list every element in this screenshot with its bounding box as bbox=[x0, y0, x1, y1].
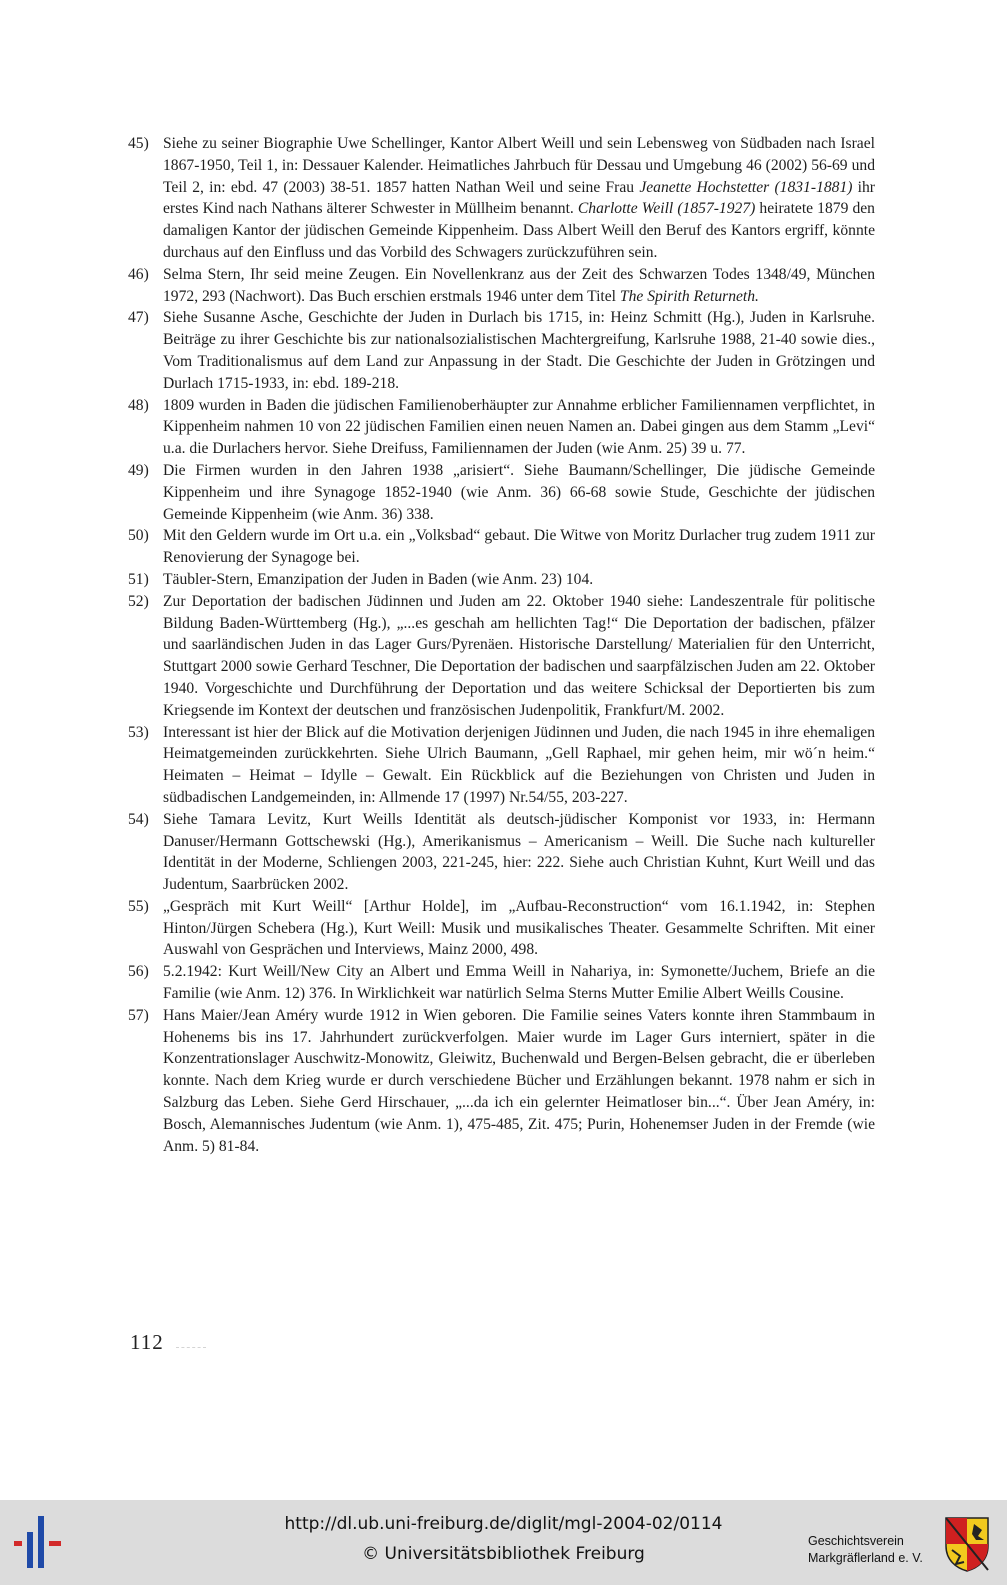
footnote-number: 51) bbox=[128, 570, 149, 588]
footnote-text bbox=[163, 569, 875, 591]
footnote-text bbox=[163, 307, 875, 394]
footnote-item bbox=[128, 961, 875, 1005]
page-number-rule bbox=[176, 1347, 206, 1348]
footnote-text-segment: Die Firmen wurden in den Jahren 1938 „arisiert“. Siehe Baumann/Schellinger, Die jüdische Gemeinde Kippenheim und ihre Synagoge 1852-1940 (wie Anm. 36) 66-68 sowie Stude, Geschichte der jüdischen Gemeinde Kippenheim (wie Anm. 36) 338. bbox=[163, 461, 875, 523]
footnote-text-segment: 1809 wurden in Baden die jüdischen Familienoberhäupter zur Annahme erblicher Familiennamen verpflichtet, in Kippenheim nahmen 10 von 22 jüdischen Familien einen neuen Namen an. Dabei gingen aus dem Stamm „Levi“ u.a. die Durlachers hervor. Siehe Dreifuss, Familiennamen der Juden (wie Anm. 25) 39 u. 77. bbox=[163, 396, 875, 458]
footnote-number: 57) bbox=[128, 1006, 149, 1024]
footnote-text bbox=[163, 809, 875, 896]
footnote-text bbox=[163, 133, 875, 264]
footnote-text-segment: Interessant ist hier der Blick auf die Motivation derjenigen Jüdinnen und Juden, die nach 1945 in ihre ehemaligen Heimatgemeinden zurückkehrten. Siehe Ulrich Baumann, „Gell Raphael, mir gehen heim, mir wö´n heim.“ Heimaten – Heimat – Idylle – Gewalt. Ein Rückblick auf die Beziehungen von Christen und Juden in südbadischen Landgemeinden, in: Allmende 17 (1997) Nr.54/55, 203-227. bbox=[163, 723, 875, 806]
footnote-number: 45) bbox=[128, 135, 149, 152]
footnote-number: 52) bbox=[128, 592, 149, 610]
footnote-number: 47) bbox=[128, 309, 149, 327]
footnote-text bbox=[163, 896, 875, 961]
footnote-italic-text: Charlotte Weill (1857-1927) bbox=[577, 200, 756, 218]
footnote-text-segment: ihr erstes Kind nach Nathans älterer Schwester in Müllheim benannt. bbox=[163, 178, 875, 218]
footnote-text bbox=[163, 961, 875, 1005]
footnote-text bbox=[163, 1005, 875, 1158]
footnote-number: 56) bbox=[128, 963, 149, 981]
footnote-number: 48) bbox=[128, 396, 149, 414]
footnote-item bbox=[128, 460, 875, 525]
footnote-item bbox=[128, 264, 875, 308]
footnote-italic-text: The Spirith Returneth. bbox=[619, 287, 759, 305]
footnote-item bbox=[128, 307, 875, 394]
footnote-item bbox=[128, 133, 875, 264]
footnote-number: 55) bbox=[128, 897, 149, 915]
footnote-number: 54) bbox=[128, 810, 149, 828]
footer-copyright: © Universitätsbibliothek Freiburg bbox=[362, 1544, 645, 1564]
footnote-text bbox=[163, 460, 875, 525]
footnote-item bbox=[128, 722, 875, 809]
footer-url-link[interactable]: http://dl.ub.uni-freiburg.de/diglit/mgl-2004-02/0114 bbox=[284, 1514, 723, 1534]
footnote-text-segment: „Gespräch mit Kurt Weill“ [Arthur Holde], im „Aufbau-Reconstruction“ vom 16.1.1942, in: Stephen Hinton/Jürgen Schebera (Hg.), Kurt Weill: Musik und musikalisches Theater. Gesammelte Schriften. Mit einer Auswahl von Gesprächen und Interviews, Mainz 2000, 498. bbox=[163, 897, 875, 959]
footnote-number: 53) bbox=[128, 723, 149, 741]
society-name-line1: Geschichtsverein bbox=[808, 1534, 904, 1548]
footnote-number: 49) bbox=[128, 461, 149, 479]
coat-of-arms-icon bbox=[944, 1516, 990, 1572]
footnote-text-segment: Siehe zu seiner Biographie Uwe Schellinger, Kantor Albert Weill und sein Lebensweg von Südbaden nach Israel 1867-1950, Teil 1, in: Dessauer Kalender. Heimatliches Jahrbuch für Dessau und Umgebung 46 (2002) 56-69 und Teil 2, in: ebd. 47 (2003) 38-51. 1857 hatten Nathan Weil und seine Frau bbox=[163, 135, 875, 196]
footnote-item bbox=[128, 525, 875, 569]
footnote-item bbox=[128, 809, 875, 896]
footnote-text-segment: Siehe Tamara Levitz, Kurt Weills Identität als deutsch-jüdischer Komponist vor 1933, in: Hermann Danuser/Hermann Gottschewski (Hg.), Amerikanismus – Americanism – Weill. Die Suche nach kultureller Identität in der Moderne, Schliengen 2003, 221-245, hier: 222. Siehe auch Christian Kuhnt, Kurt Weill und das Judentum, Saarbrücken 2002. bbox=[163, 810, 875, 894]
footnote-text-segment: Selma Stern, Ihr seid meine Zeugen. Ein Novellenkranz aus der Zeit des Schwarzen Todes 1348/49, München 1972, 293 (Nachwort). Das Buch erschien erstmals 1946 unter dem Titel bbox=[163, 265, 875, 305]
footnote-text-segment: Hans Maier/Jean Améry wurde 1912 in Wien geboren. Die Familie seines Vaters konnte ihren Stammbaum in Hohenems bis ins 17. Jahrhundert zurückverfolgen. Maier wurde im Lager Gurs interniert, später in die Konzentrationslager Auschwitz-Monowitz, Gleiwitz, Buchenwald und Bergen-Belsen gebracht, die er überleben konnte. Nach dem Krieg wurde er durch verschiedene Bücher und Erzählungen bekannt. 1978 nahm er sich in Salzburg das Leben. Siehe Gerd Hirschauer, „...da ich ein gelernter Heimatloser bin...“. Über Jean Améry, in: Bosch, Alemannisches Judentum (wie Anm. 1), 475-485, Zit. 475; Purin, Hohenemser Juden in der Fremde (wie Anm. 5) 81-84. bbox=[163, 1006, 875, 1155]
footnote-text bbox=[163, 264, 875, 308]
footnote-number: 46) bbox=[128, 265, 149, 283]
footnote-item bbox=[128, 395, 875, 460]
footnote-item bbox=[128, 591, 875, 722]
footnote-text bbox=[163, 395, 875, 460]
footnote-item bbox=[128, 1005, 875, 1158]
footnote-item bbox=[128, 896, 875, 961]
footnote-text bbox=[163, 722, 875, 809]
footnote-text-segment: 5.2.1942: Kurt Weill/New City an Albert und Emma Weill in Nahariya, in: Symonette/Juchem, Briefe an die Familie (wie Anm. 12) 376. In Wirklichkeit war natürlich Selma Sterns Mutter Emilie Albert Weills Cousine. bbox=[163, 963, 875, 1003]
footer-bar bbox=[0, 1500, 1007, 1585]
footnote-text-segment: Täubler-Stern, Emanzipation der Juden in Baden (wie Anm. 23) 104. bbox=[163, 570, 594, 588]
footnote-list bbox=[128, 133, 875, 1157]
footnote-item bbox=[128, 569, 875, 591]
society-name-line2: Markgräflerland e. V. bbox=[808, 1551, 923, 1565]
footnote-text-segment: Zur Deportation der badischen Jüdinnen und Juden am 22. Oktober 1940 siehe: Landeszentrale für politische Bildung Baden-Württemberg (Hg.), „...es geschah am hellichten Tag!“ Die Deportation der badischen, pfälzer und saarländischen Juden in das Lager Gurs/Pyrenäen. Historische Darstellung/ Materialien für den Unterricht, Stuttgart 2000 sowie Gerhard Teschner, Die Deportation der badischen und saarpfälzischen Juden am 22. Oktober 1940. Vorgeschichte und Durchführung der Deportation und das weitere Schicksal der Deportierten bis zum Kriegsende im Kontext der deutschen und französischen Judenpolitik, Frankfurt/M. 2002. bbox=[163, 592, 875, 719]
footnote-italic-text: Jeanette Hochstetter (1831-1881) bbox=[639, 178, 853, 196]
footnote-text bbox=[163, 525, 875, 569]
footnote-number: 50) bbox=[128, 527, 149, 545]
footnote-text-segment: Siehe Susanne Asche, Geschichte der Juden in Durlach bis 1715, in: Heinz Schmitt (Hg.), Juden in Karlsruhe. Beiträge zu ihrer Geschichte bis zur nationalsozialistischen Machtergreifung, Karlsruhe 1988, 21-40 sowie dies., Vom Traditionalismus auf dem Land zur Anpassung in der Stadt. Die Geschichte der Juden in Grötzingen und Durlach 1715-1933, in: ebd. 189-218. bbox=[163, 309, 875, 392]
page-number: 112 bbox=[130, 1330, 164, 1354]
society-name[interactable] bbox=[808, 1533, 923, 1567]
footnote-text-segment: heiratete 1879 den damaligen Kantor der jüdischen Gemeinde Kippenheim. Dass Albert Weill den Beruf des Kantors ergriff, könnte durchaus auf den Einfluss und das Vorbild des Schwagers zurückzuführen sein. bbox=[163, 200, 875, 261]
footnote-text-segment: Mit den Geldern wurde im Ort u.a. ein „Volksbad“ gebaut. Die Witwe von Moritz Durlacher trug zudem 1911 zur Renovierung der Synagoge bei. bbox=[163, 527, 875, 567]
footnote-text bbox=[163, 591, 875, 722]
